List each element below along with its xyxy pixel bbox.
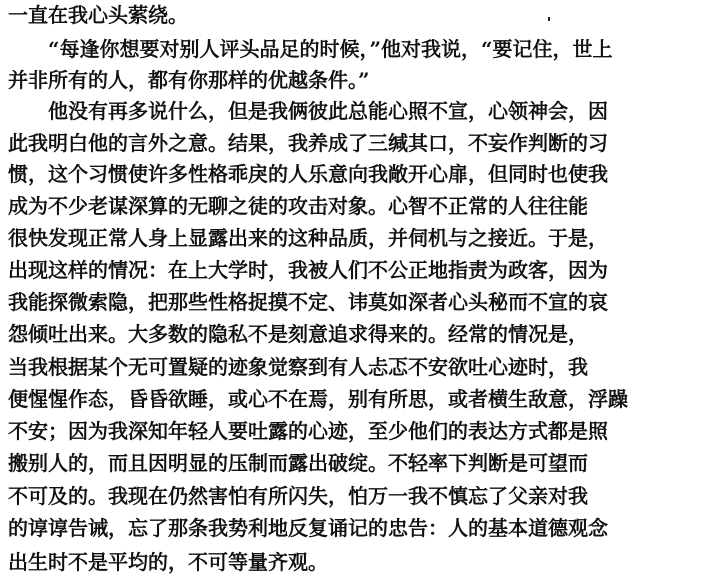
text-line: 并非所有的人，都有你那样的优越条件。” — [8, 68, 370, 92]
text-line: 不可及的。我现在仍然害怕有所闪失，怕万一我不慎忘了父亲对我 — [8, 484, 588, 508]
text-line: 惯，这个习惯使许多性格乖戾的人乐意向我敞开心扉，但同时也使我 — [8, 162, 608, 186]
scan-speck — [548, 17, 550, 21]
text-line: 的谆谆告诫，忘了那条我势利地反复诵记的忠告：人的基本道德观念 — [8, 516, 608, 540]
text-line: 便惺惺作态，昏昏欲睡，或心不在焉，别有所思，或者横生敌意，浮躁 — [8, 387, 628, 411]
text-line: “每逢你想要对别人评头品足的时候，”他对我说，“要记住，世上 — [48, 37, 613, 61]
text-line: 怨倾吐出来。大多数的隐私不是刻意追求得来的。经常的情况是， — [8, 322, 588, 346]
text-line: 出生时不是平均的，不可等量齐观。 — [8, 550, 328, 574]
text-line: 此我明白他的言外之意。结果，我养成了三缄其口，不妄作判断的习 — [8, 131, 608, 155]
text-line: 很快发现正常人身上显露出来的这种品质，并伺机与之接近。于是， — [8, 226, 608, 250]
text-line: 成为不少老谋深算的无聊之徒的攻击对象。心智不正常的人往往能 — [8, 194, 588, 218]
text-line: 我能探微索隐，把那些性格捉摸不定、讳莫如深者心头秘而不宣的哀 — [8, 290, 608, 314]
text-line: 一直在我心头萦绕。 — [8, 3, 188, 27]
text-line: 当我根据某个无可置疑的迹象觉察到有人忐忑不安欲吐心迹时，我 — [8, 355, 588, 379]
text-line: 出现这样的情况：在上大学时，我被人们不公正地指责为政客，因为 — [8, 258, 608, 282]
text-line: 不安；因为我深知年轻人要吐露的心迹，至少他们的表达方式都是照 — [8, 419, 608, 443]
text-line: 他没有再多说什么，但是我俩彼此总能心照不宣，心领神会，因 — [48, 99, 608, 123]
text-line: 搬别人的，而且因明显的压制而露出破绽。不轻率下判断是可望而 — [8, 451, 588, 475]
